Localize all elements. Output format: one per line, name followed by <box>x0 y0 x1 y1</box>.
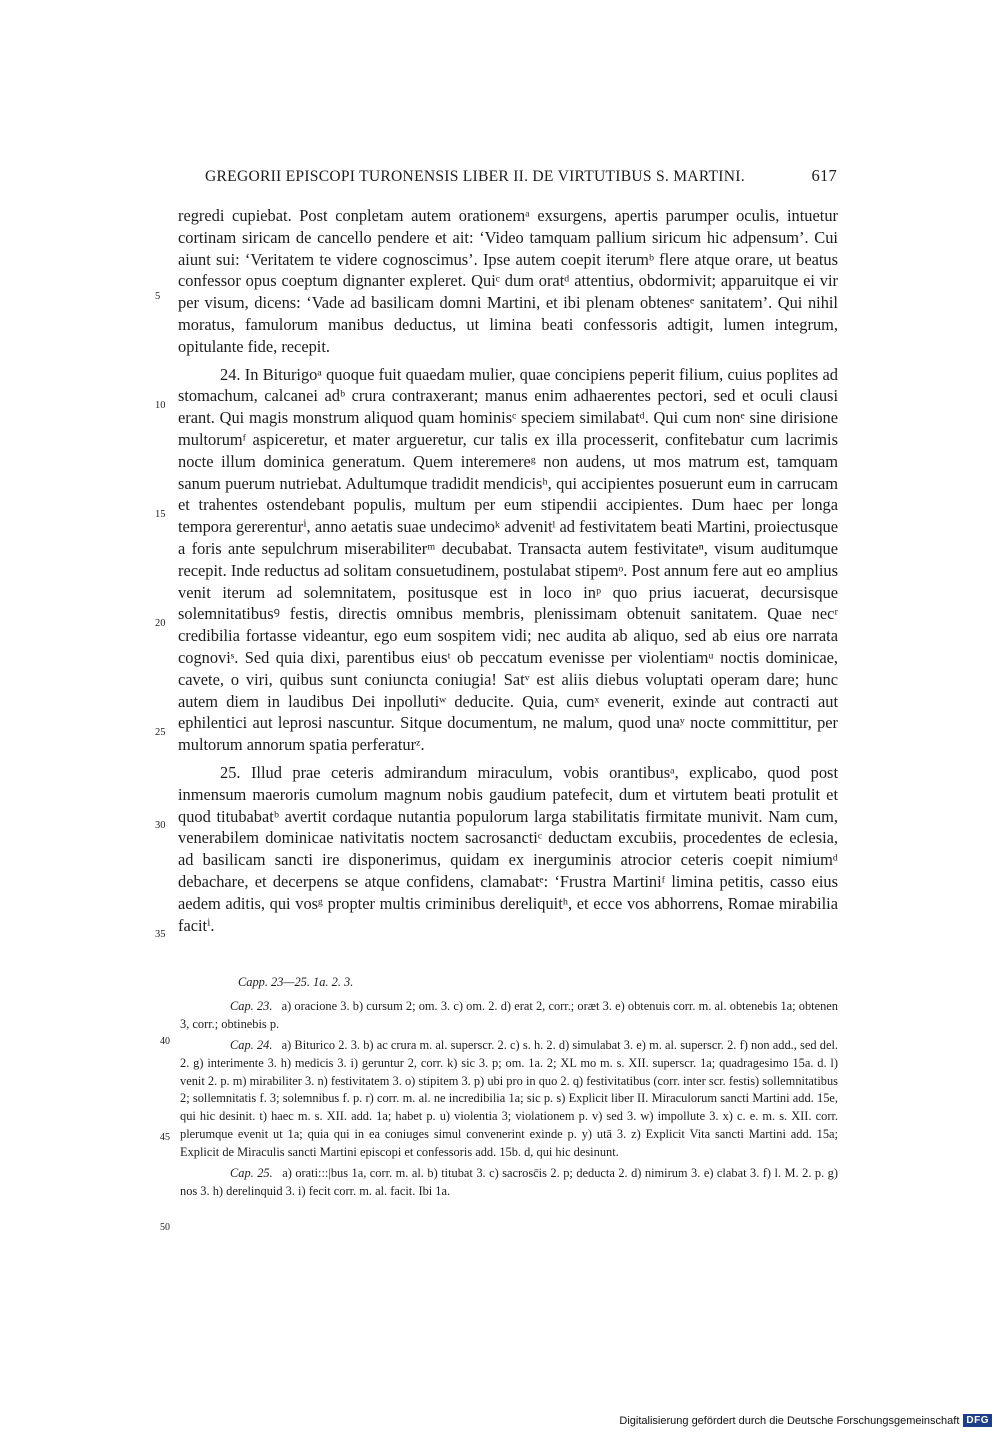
digitization-credit <box>619 1414 992 1427</box>
dfg-logo: DFG <box>963 1414 992 1427</box>
apparatus-cap-23 <box>180 998 838 1034</box>
line-number-35: 35 <box>155 929 166 940</box>
apparatus-cap-24-notes: a) Biturico 2. 3. b) ac crura m. al. superscr. 2. c) s. h. 2. d) simulabat 3. e) m. al. superscr. 2. f) non add., sed del. 2. g) interimente 3. h) medicis 3. i) geruntur 2, corr. k) sic 3. p; om. 1a. 2; XL mo m. s. XII. superscr. 1a; quadragesimo 15a. d. l) venit 2. p. m) mirabiliter 3. n) festivitatem 3. o) stipitem 3. p) ubi pro in quo 2. q) festivitatibus (corr. inter scr. festis) sollemnitatibus 2; sollemnitatis f. 3; solemnibus f. p. r) corr. m. al. ne incredibilia 1a; sic p. s) Explicit liber II. Miraculorum sancti Martini add. 15e, qui hic desinit. t) haec m. s. XII. add. 1a; habet p. u) violentia 3; violationem p. v) sed 3. w) impollute 3. x) c. e. m. s. XII. corr. plerumque evenit ut 1a; quia qui in ea coniuges simul convenerint exinde p. y) utā 3. z) Explicit Vita sancti Martini add. 15a; Explicit de Miraculis sancti Martini episcopi et confessoris add. 15b. d, qui hic desinunt. <box>180 1037 838 1160</box>
line-number-25: 25 <box>155 727 166 738</box>
main-text <box>178 205 838 936</box>
line-number-30: 30 <box>155 820 166 831</box>
digitization-credit-text: Digitalisierung gefördert durch die Deutsche Forschungsgemeinschaft <box>619 1414 960 1427</box>
chapter-24-paragraph: 24. In Biturigoᵃ quoque fuit quaedam mulier, quae concipiens peperit filium, cuius poplites ad stomachum, calcanei adᵇ crura contraxerant; manus enim adhaerentes pectori, sed et oculi clausi erant. Qui magis monstrum aliquod quam hominisᶜ speciem similabatᵈ. Qui cum nonᵉ sine dirisione multorumᶠ aspiceretur, et mater argueretur, cur talis ex illa processerit, confitebatur cum lacrimis nocte illum dominica generatum. Quem interemereᵍ non audens, ut mos matrum est, tamquam sanum puerum nutriebat. Adultumque tradidit mendicisʰ, qui accipientes posuerunt eum in carrucam et trahentes ostendebant populis, multum per eum stipendii accipientes. Dum haec per longa tempora gererenturⁱ, anno aetatis suae undecimoᵏ advenitˡ ad festivitatem beati Martini, proiectusque a foris ante sepulchrum miserabiliterᵐ decubabat. Transacta autem festivitateⁿ, visum auditumque recepit. Inde reductus ad solitam consuetudinem, postulabat stipemᵒ. Post annum fere aut eo amplius venit iterum ad solemnitatem, positusque est in loco inᵖ quo prius iacuerat, decursisque solemnitatibusꝰ festis, directis omnibus membris, plenissimam obtenuit sanitatem. Quae necʳ credibilia fortasse videantur, ego eum sospitem vidi; nec audita ab aliquo, sed ab eius ore narrata cognoviˢ. Sed quia dixi, parentibus eiusᵗ ob peccatum evenisse per violentiamᵘ noctis dominicae, cavete, o viri, quibus sunt coniuncta coniugia! Satᵛ est aliis diebus voluptati operam dare; hunc autem diem in laudibus Dei inpollutiʷ deducite. Quia, cumˣ evenerit, exinde aut contracti aut ephilentici aut leprosi nascuntur. Sitque documentum, ne malum, quod unaʸ nocte committitur, per multorum annorum spatia perferaturᶻ. <box>178 364 838 755</box>
apparatus-cap-25 <box>180 1165 838 1201</box>
line-number-40: 40 <box>160 1036 170 1047</box>
running-header <box>205 166 837 186</box>
line-number-10: 10 <box>155 400 166 411</box>
running-title: GREGORII EPISCOPI TURONENSIS LIBER II. DE VIRTUTIBUS S. MARTINI. <box>205 168 745 185</box>
apparatus-cap-24-label: Cap. 24. <box>230 1037 273 1052</box>
paragraph-continuation: regredi cupiebat. Post conpletam autem orationemᵃ exsurgens, apertis parumper oculis, intuetur cortinam siricam de cancello pendere et ait: ‘Video tamquam pallium siricum hic adpensum’. Cui aiunt sui: ‘Veritatem te videre cognoscimus’. Ipse autem coepit iterumᵇ flere atque orare, ut beatus confessor opus coeptum dignanter expleret. Quiᶜ dum oratᵈ attentius, obdormivit; apparuitque ei vir per visum, dicens: ‘Vade ad basilicam domni Martini, et ibi plenam obtenesᵉ sanitatem’. Qui nihil moratus, famulorum manibus deductus, ut limina beati confessoris adtigit, lumen integrum, opitulante fide, recepit. <box>178 206 838 356</box>
line-number-20: 20 <box>155 618 166 629</box>
line-number-15: 15 <box>155 509 166 520</box>
apparatus-manuscripts: Capp. 23—25. 1a. 2. 3. <box>238 975 354 989</box>
apparatus-cap-23-label: Cap. 23. <box>230 998 273 1013</box>
apparatus-cap-25-label: Cap. 25. <box>230 1166 273 1181</box>
apparatus-cap-25-notes: a) orati:::|bus 1a, corr. m. al. b) titubat 3. c) sacrosc̄is 2. p; deducta 2. d) nimirum 3. e) clabat 3. f) l. M. 2. p. g) nos 3. h) derelinquid 3. i) fecit corr. m. al. facit. Ibi 1a. <box>180 1166 838 1198</box>
chapter-25-paragraph: 25. Illud prae ceteris admirandum miraculum, vobis orantibusᵃ, explicabo, quod post inmensum maeroris cumolum magnum nobis gaudium patefecit, dum et virtutem beati protulit et quod titubabatᵇ avertit cordaque nutantia populorum larga stabilitatis firmitate munivit. Nam cum, venerabilem dominicae nativitatis noctem sacrosanctiᶜ deductam excubiis, procedentes de eclesia, ad basilicam sancti ire disponerimus, quidam ex inerguminis atrocior ceteris coepit nimiumᵈ debachare, et decerpens se atque confidens, clamabatᵉ: ‘Frustra Martiniᶠ limina petitis, casso eius aedem aditis, qui vosᵍ propter multis criminibus dereliquitʰ, et ecce vos abhorrens, Romae mirabilia facitⁱ. <box>178 762 838 935</box>
line-number-45: 45 <box>160 1132 170 1143</box>
line-number-5: 5 <box>155 291 161 302</box>
apparatus-cap-24 <box>180 1037 838 1162</box>
critical-apparatus <box>180 974 838 1204</box>
line-number-margin <box>0 0 178 1434</box>
page-number: 617 <box>811 166 837 185</box>
apparatus-cap-23-notes: a) oracione 3. b) cursum 2; om. 3. c) om. 2. d) erat 2, corr.; oræt 3. e) obtenuis corr. m. al. obtenebis 1a; obtenen 3, corr.; obtinebis p. <box>180 998 838 1031</box>
line-number-50: 50 <box>160 1222 170 1233</box>
